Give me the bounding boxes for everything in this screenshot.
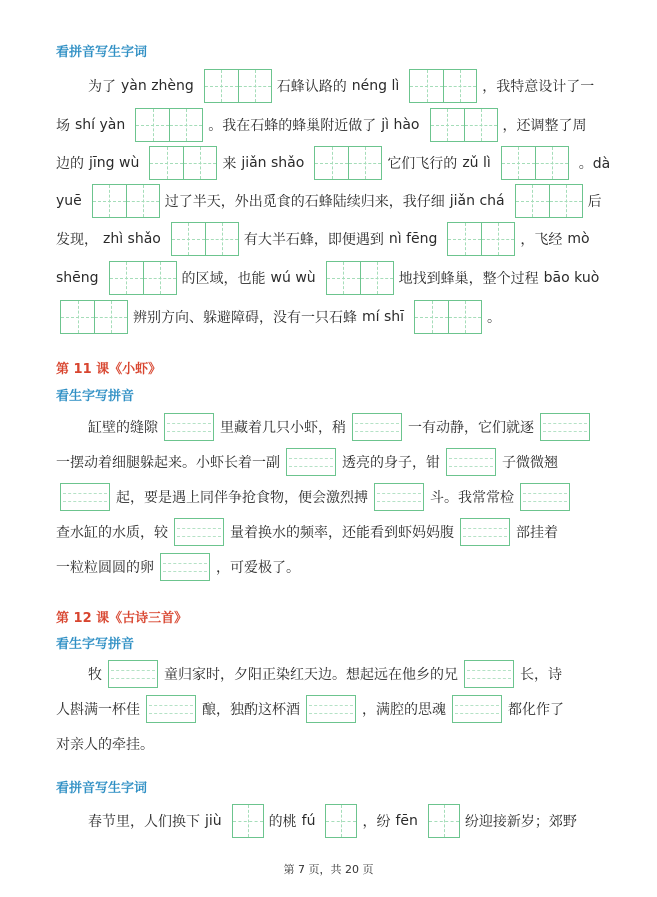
paragraph-line xyxy=(56,261,604,295)
text: 石蜂认路的 xyxy=(276,79,347,95)
pinyin-answer-box[interactable] xyxy=(306,695,356,723)
text: 一摆动着细腿躲起来。小虾长着一副 xyxy=(56,455,280,471)
text: 的桃 xyxy=(268,814,297,830)
section-heading-pinyin-to-words: 看拼音写生字词 xyxy=(56,45,148,60)
text: 人斟满一杯佳 xyxy=(56,702,140,718)
text: ，纷 xyxy=(362,814,391,830)
pinyin: zǔ lì xyxy=(462,155,491,171)
text: 子微微翘 xyxy=(502,455,558,471)
answer-grid[interactable] xyxy=(204,69,272,103)
text: 辨别方向、躲避障碍，没有一只石蜂 xyxy=(133,310,357,326)
text: ，满腔的思魂 xyxy=(362,702,446,718)
pinyin-answer-box[interactable] xyxy=(286,448,336,476)
lesson-12-title: 第 12 课《古诗三首》 xyxy=(56,611,188,626)
pinyin-answer-box[interactable] xyxy=(374,483,424,511)
answer-grid[interactable] xyxy=(430,108,498,142)
text: 一有动静，它们就逐 xyxy=(408,420,534,436)
pinyin: wú wù xyxy=(270,270,316,286)
text: 它们飞行的 xyxy=(387,156,458,172)
text: ，还调整了周 xyxy=(502,118,587,134)
answer-grid[interactable] xyxy=(60,300,128,334)
paragraph-line xyxy=(56,108,604,142)
answer-grid[interactable] xyxy=(409,69,477,103)
text: 过了半天，外出觅食的石蜂陆续归来，我仔细 xyxy=(164,194,445,210)
paragraph-line xyxy=(56,300,604,334)
page-footer: 第 7 页，共 20 页 xyxy=(283,863,374,876)
text: 场 xyxy=(56,118,70,134)
pinyin: yàn zhèng xyxy=(121,78,194,94)
answer-grid[interactable] xyxy=(171,222,239,256)
pinyin: nì fēng xyxy=(388,231,438,247)
text: 起，要是遇上同伴争抢食物，便会激烈搏 xyxy=(116,490,368,506)
answer-grid[interactable] xyxy=(447,222,515,256)
answer-grid[interactable] xyxy=(135,108,203,142)
text: ，飞经 xyxy=(520,232,563,248)
text: ，可爱极了。 xyxy=(216,560,300,576)
answer-grid[interactable] xyxy=(326,261,394,295)
answer-grid[interactable] xyxy=(314,146,382,180)
text: 发现， xyxy=(56,232,98,248)
pinyin-answer-box[interactable] xyxy=(446,448,496,476)
pinyin-answer-box[interactable] xyxy=(160,553,210,581)
text: 长，诗 xyxy=(520,667,562,683)
paragraph-line xyxy=(56,515,604,549)
pinyin: néng lì xyxy=(351,78,400,94)
pinyin-answer-box[interactable] xyxy=(164,413,214,441)
pinyin-answer-box[interactable] xyxy=(452,695,502,723)
pinyin: 。dà xyxy=(578,156,611,172)
text: 对亲人的牵挂。 xyxy=(56,737,154,753)
answer-grid[interactable] xyxy=(232,804,264,838)
text: 酿，独酌这杯酒 xyxy=(202,702,300,718)
pinyin: jīng wù xyxy=(89,155,140,171)
answer-grid[interactable] xyxy=(92,184,160,218)
section-heading-chars-to-pinyin: 看生字写拼音 xyxy=(56,637,135,652)
text: 后 xyxy=(587,194,602,210)
pinyin-answer-box[interactable] xyxy=(352,413,402,441)
pinyin-answer-box[interactable] xyxy=(174,518,224,546)
paragraph-line xyxy=(56,184,604,218)
answer-grid[interactable] xyxy=(109,261,177,295)
pinyin-answer-box[interactable] xyxy=(60,483,110,511)
lesson-11-title: 第 11 课《小虾》 xyxy=(56,362,162,377)
text: 都化作了 xyxy=(508,702,564,718)
text: 斗。我常常检 xyxy=(430,490,514,506)
text: 牧 xyxy=(88,667,102,683)
pinyin-answer-box[interactable] xyxy=(146,695,196,723)
answer-grid[interactable] xyxy=(515,184,583,218)
text: 。我在石蜂的蜂巢附近做了 xyxy=(208,118,377,134)
text: 缸壁的缝隙 xyxy=(88,420,158,436)
paragraph-line xyxy=(56,69,604,103)
pinyin: shēng xyxy=(56,270,99,286)
pinyin: fēn xyxy=(395,813,418,829)
pinyin: jì hào xyxy=(381,117,420,133)
text: 部挂着 xyxy=(516,525,558,541)
text: 为了 xyxy=(88,79,116,95)
pinyin-answer-box[interactable] xyxy=(520,483,570,511)
text: 童归家时，夕阳正染红天边。想起远在他乡的兄 xyxy=(164,667,458,683)
pinyin: shí yàn xyxy=(75,117,126,133)
paragraph-line xyxy=(56,480,604,514)
paragraph-line xyxy=(56,692,604,726)
pinyin: mí shī xyxy=(362,309,405,325)
paragraph-line xyxy=(56,727,604,761)
pinyin: jiǎn chá xyxy=(449,193,505,209)
pinyin: jiǎn shǎo xyxy=(241,155,305,171)
pinyin-answer-box[interactable] xyxy=(460,518,510,546)
paragraph-line xyxy=(56,550,604,584)
pinyin: bāo kuò xyxy=(543,270,600,286)
text: 纷迎接新岁；郊野 xyxy=(464,814,577,830)
section-heading-pinyin-to-words: 看拼音写生字词 xyxy=(56,781,148,796)
pinyin: zhì shǎo xyxy=(103,231,161,247)
paragraph-line xyxy=(56,657,604,691)
text: 量着换水的频率，还能看到虾妈妈腹 xyxy=(230,525,454,541)
pinyin: fú xyxy=(301,813,316,829)
section-heading-chars-to-pinyin: 看生字写拼音 xyxy=(56,389,135,404)
pinyin: mò xyxy=(567,231,590,247)
text: 的区域，也能 xyxy=(181,271,266,287)
answer-grid[interactable] xyxy=(428,804,460,838)
paragraph-line xyxy=(56,445,604,479)
text: 。 xyxy=(487,310,502,326)
pinyin: yuē xyxy=(56,193,82,209)
answer-grid[interactable] xyxy=(149,146,217,180)
answer-grid[interactable] xyxy=(325,804,357,838)
text: 一粒粒圆圆的卵 xyxy=(56,560,154,576)
text: 透亮的身子，钳 xyxy=(342,455,440,471)
text: 边的 xyxy=(56,156,84,172)
paragraph-line xyxy=(56,146,611,180)
text: 里藏着几只小虾，稍 xyxy=(220,420,346,436)
pinyin-answer-box[interactable] xyxy=(464,660,514,688)
text: 查水缸的水质，较 xyxy=(56,525,168,541)
paragraph-line xyxy=(56,410,604,444)
text: ，我特意设计了一 xyxy=(482,79,595,95)
pinyin-answer-box[interactable] xyxy=(108,660,158,688)
paragraph-line xyxy=(56,222,604,256)
answer-grid[interactable] xyxy=(414,300,482,334)
text: 来 xyxy=(222,156,237,172)
pinyin: jiù xyxy=(205,813,222,829)
answer-grid[interactable] xyxy=(501,146,569,180)
text: 有大半石蜂，即便遇到 xyxy=(243,232,384,248)
paragraph-line xyxy=(56,804,604,838)
text: 地找到蜂巢，整个过程 xyxy=(398,271,539,287)
text: 春节里，人们换下 xyxy=(88,814,200,830)
pinyin-answer-box[interactable] xyxy=(540,413,590,441)
